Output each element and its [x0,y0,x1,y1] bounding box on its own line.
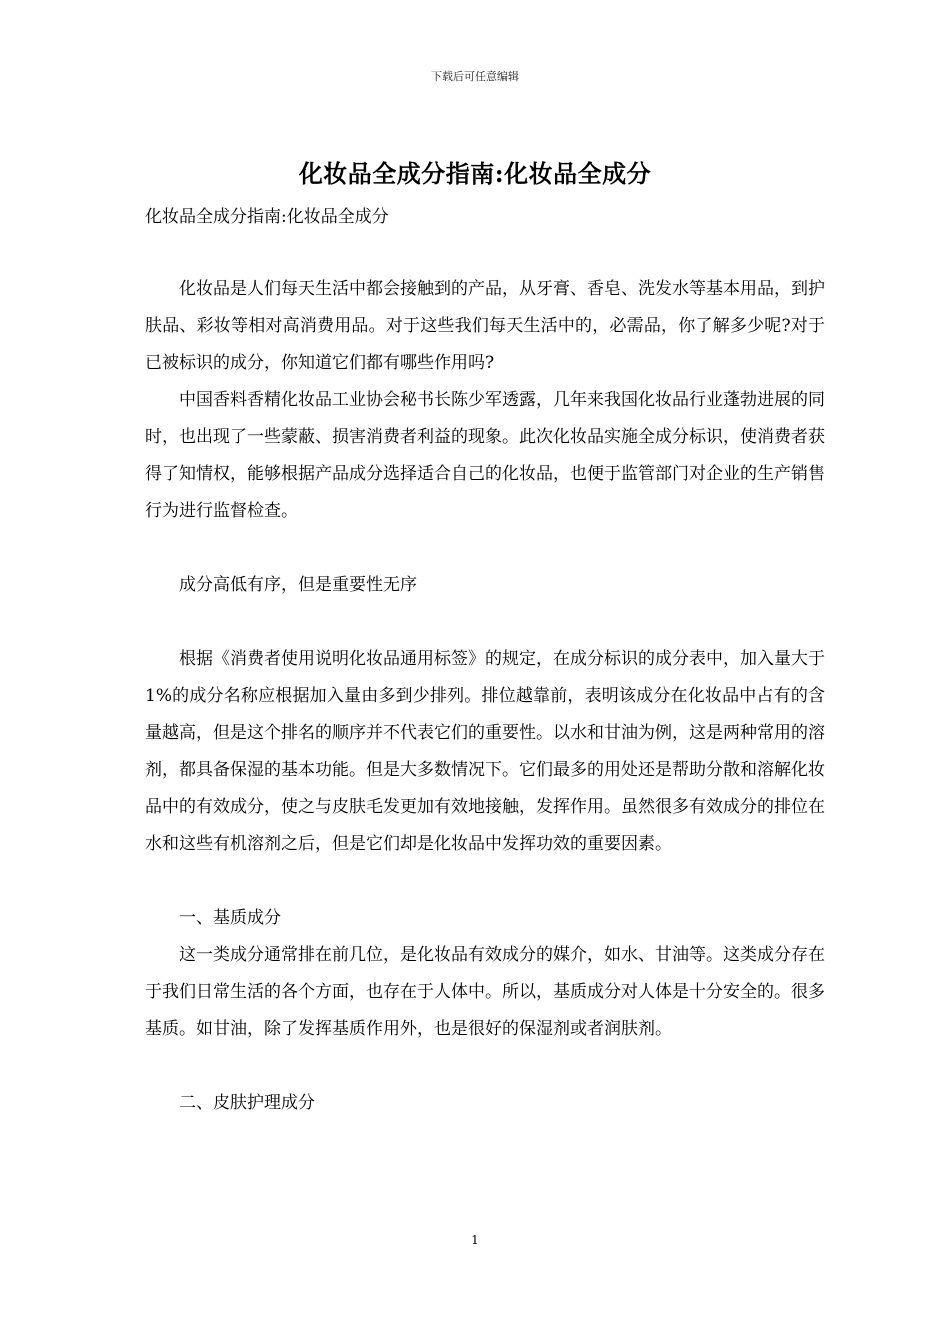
paragraph-base-ingredients: 这一类成分通常排在前几位，是化妆品有效成分的媒介，如水、甘油等。这类成分存在于我们日常生活的各个方面，也存在于人体中。所以，基质成分对人体是十分安全的。很多基质。如甘油，除了发挥基质作用外，也是很好的保湿剂或者润肤剂。 [145,945,825,1039]
document-subtitle: 化妆品全成分指南:化妆品全成分 [145,207,389,227]
paragraph-gap [145,604,825,641]
paragraph-gap [145,863,825,900]
section-heading-base: 一、基质成分 [179,908,281,928]
page-number: 1 [471,1233,479,1247]
paragraph-gap [145,530,825,567]
section-heading-skin-care: 二、皮肤护理成分 [179,1093,315,1113]
paragraph-intro: 化妆品是人们每天生活中都会接触到的产品，从牙膏、香皂、洗发水等基本用品，到护肤品、彩妆等相对高消费用品。对于这些我们每天生活中的，必需品，你了解多少呢?对于已被标识的成分，你知道它们都有哪些作用吗? [145,279,825,373]
body-section-1 [145,271,825,1122]
paragraph-gap [145,1048,825,1085]
paragraph-label-rules: 根据《消费者使用说明化妆品通用标签》的规定，在成分标识的成分表中，加入量大于 1%的成分名称应根据加入量由多到少排列。排位越靠前，表明该成分在化妆品中占有的含量越高，但是这个排名的顺序并不代表它们的重要性。以水和甘油为例，这是两种常用的溶剂，都具备保湿的基本功能。但是大多数情况下。它们最多的用处还是帮助分散和溶解化妆品中的有效成分，使之与皮肤毛发更加有效地接触，发挥作用。虽然很多有效成分的排位在水和这些有机溶剂之后，但是它们却是化妆品中发挥功效的重要因素。 [145,649,825,854]
paragraph-association: 中国香料香精化妆品工业协会秘书长陈少军透露，几年来我国化妆品行业蓬勃进展的同时，也出现了一些蒙蔽、损害消费者利益的现象。此次化妆品实施全成分标识，使消费者获得了知情权，能够根据产品成分选择适合自己的化妆品，也便于监管部门对企业的生产销售行为进行监督检查。 [145,390,825,521]
document-title: 化妆品全成分指南:化妆品全成分 [298,159,652,188]
page-header: 下载后可任意编辑 [431,70,519,83]
section-heading-order: 成分高低有序，但是重要性无序 [179,575,417,595]
